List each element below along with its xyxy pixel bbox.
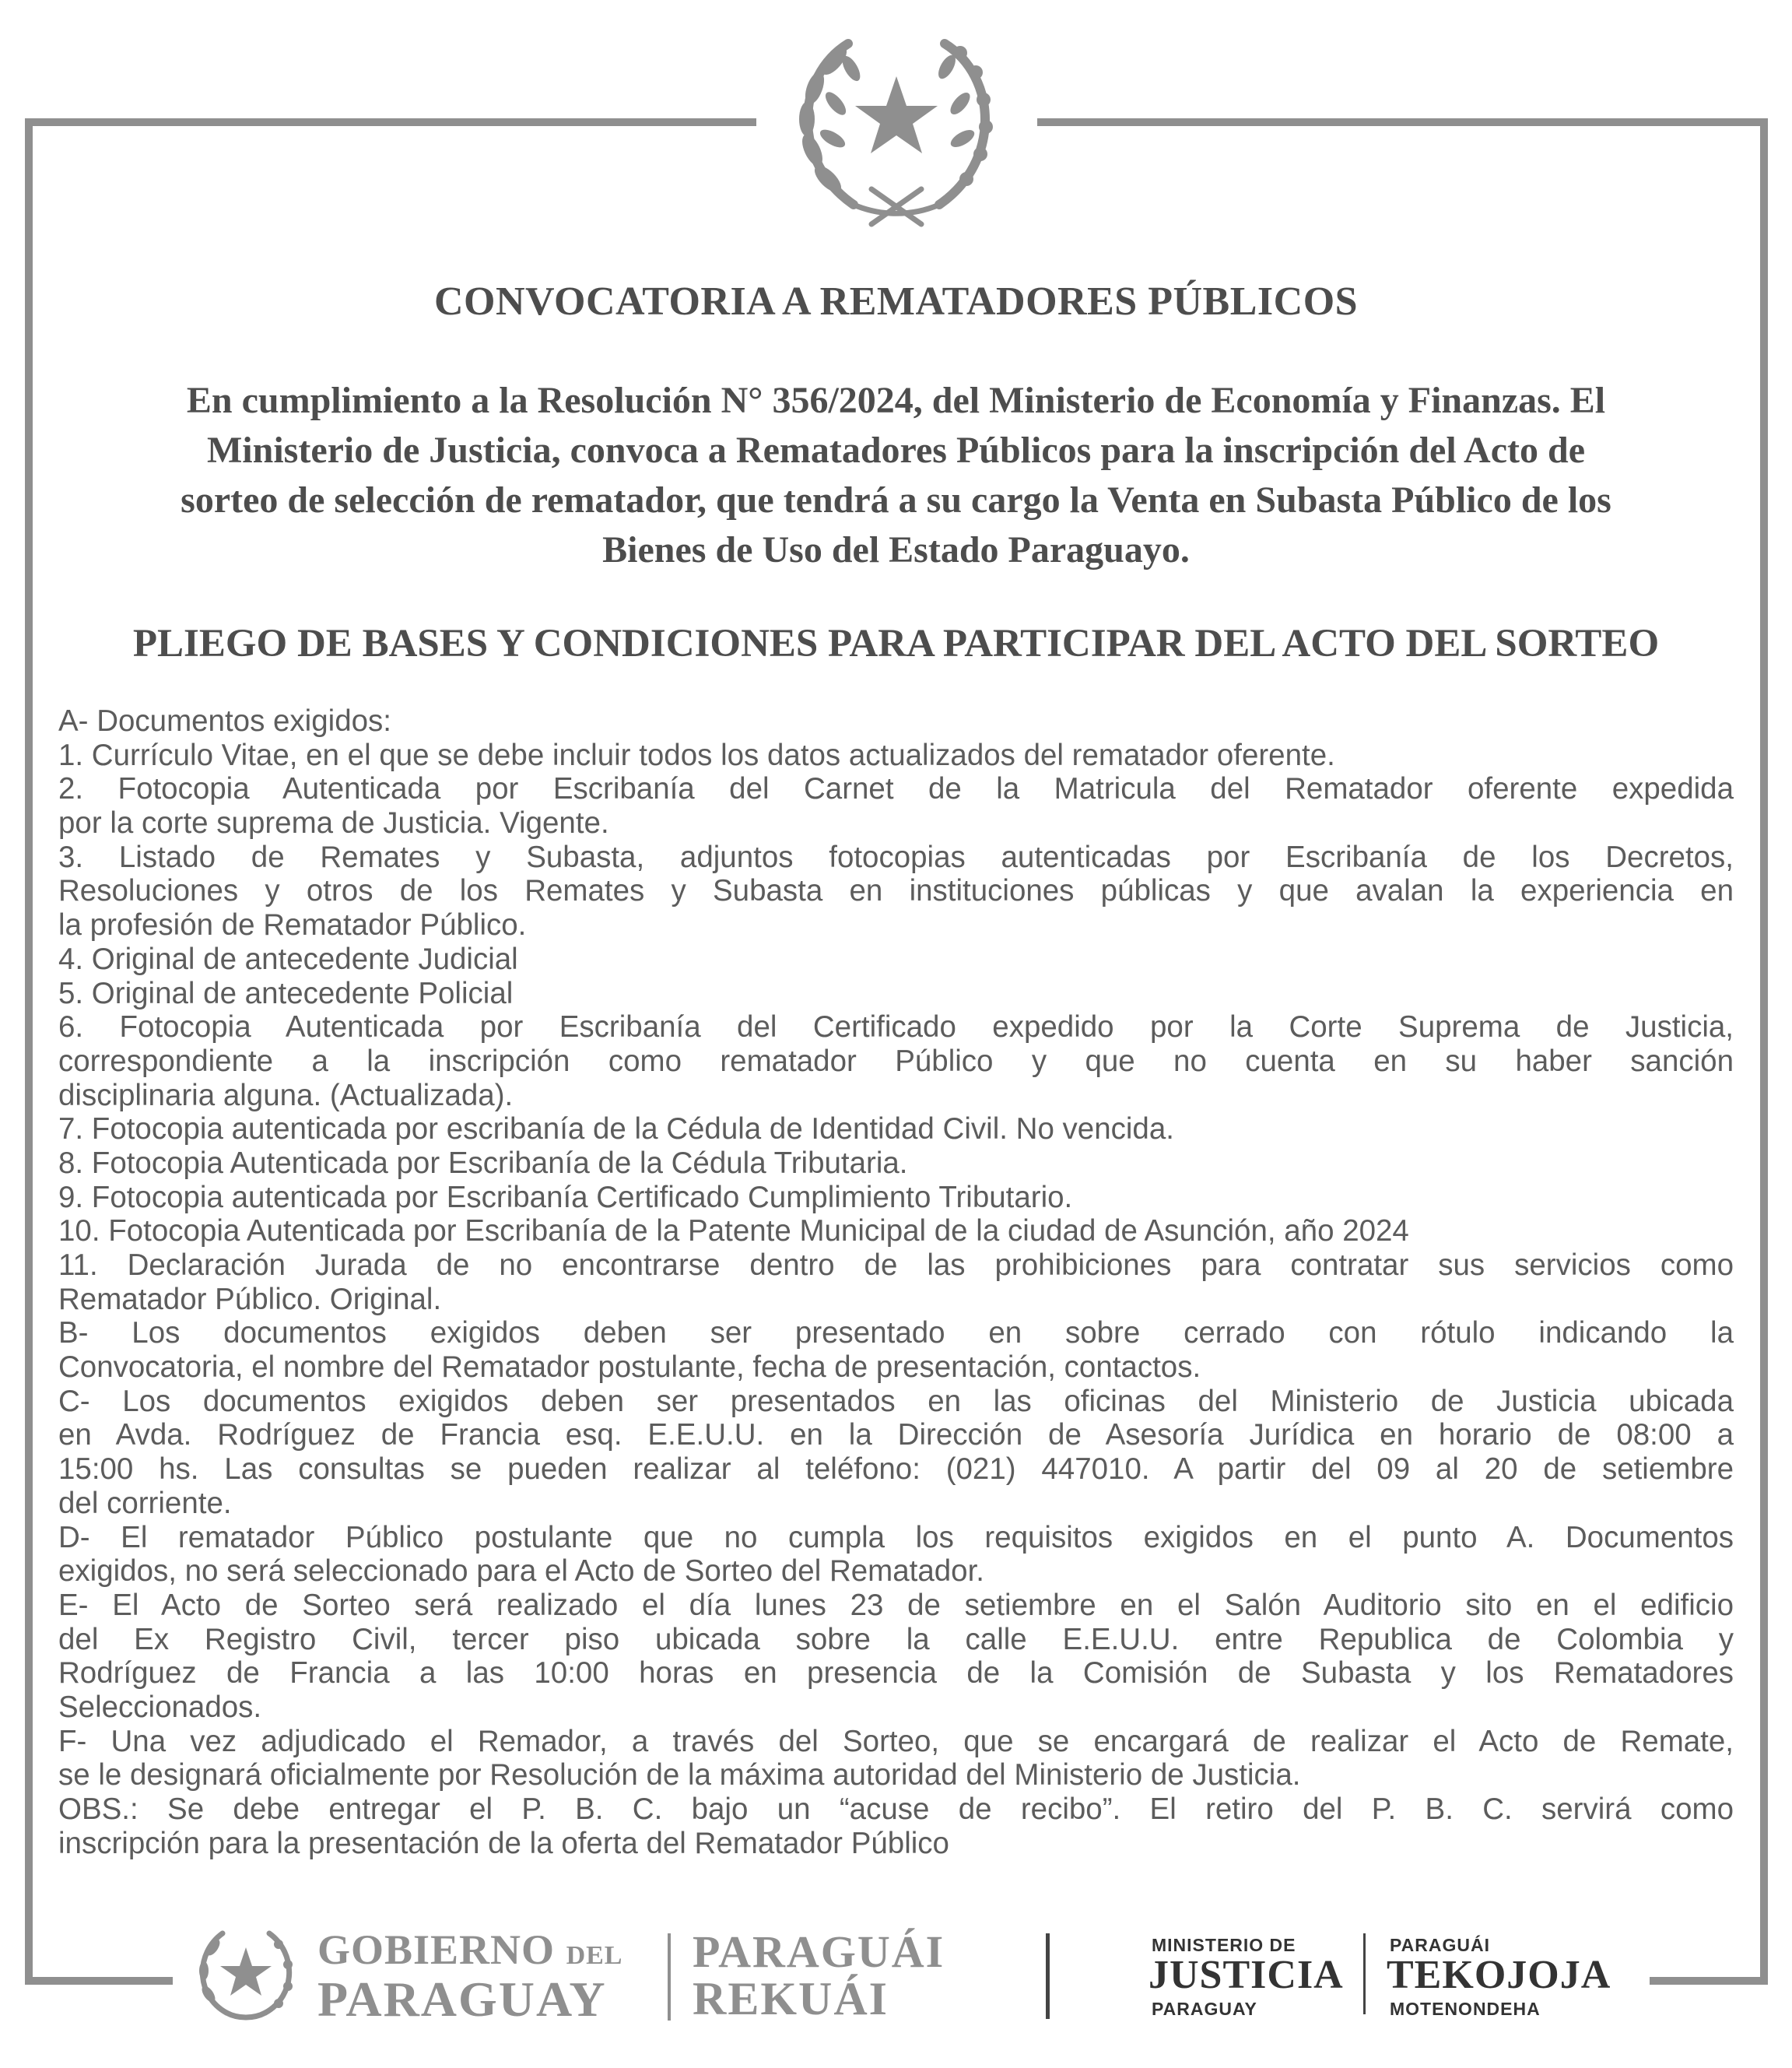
tekojoja-logo-bottom: MOTENONDEHA: [1390, 1999, 1541, 2019]
body-line: 8. Fotocopia Autenticada por Escribanía de la Cédula Tributaria.: [58, 1146, 908, 1180]
footer-divider: [1363, 1933, 1366, 2014]
body-line: 6. Fotocopia Autenticada por Escribanía del Certificado expedido por la Corte Suprema de Justicia,: [58, 1010, 1734, 1045]
frame-left: [25, 118, 33, 1985]
frame-bottom-left: [25, 1977, 173, 1985]
body-line: B- Los documentos exigidos deben ser presentado en sobre cerrado con rótulo indicando la: [58, 1316, 1734, 1350]
gobierno-logo-text: [317, 1926, 622, 1974]
tekojoja-logo-top: PARAGUÁI: [1390, 1935, 1490, 1955]
body-line: A- Documentos exigidos:: [58, 704, 391, 738]
tekojoja-logo-text: TEKOJOJA: [1387, 1953, 1611, 1997]
body-line: exigidos, no será seleccionado para el Acto de Sorteo del Rematador.: [58, 1554, 984, 1589]
body-line: por la corte suprema de Justicia. Vigente.: [58, 806, 609, 841]
section-title: PLIEGO DE BASES Y CONDICIONES PARA PARTICIPAR DEL ACTO DEL SORTEO: [132, 622, 1660, 665]
star-laurel-emblem-icon: [780, 30, 1013, 233]
gobierno-word: GOBIERNO: [317, 1926, 556, 1973]
del-word: DEL: [566, 1941, 623, 1970]
body-line: 10. Fotocopia Autenticada por Escribanía de la Patente Municipal de la ciudad de Asunción, año 2024: [58, 1214, 1409, 1248]
body-line: Resoluciones y otros de los Remates y Subasta en instituciones públicas y que avalan la experiencia en: [58, 874, 1734, 908]
star-laurel-emblem-icon: [191, 1926, 300, 2025]
body-line: la profesión de Rematador Público.: [58, 908, 527, 943]
rekuai-logo-text: REKUÁI: [693, 1973, 889, 2024]
footer-divider: [668, 1933, 671, 2021]
body-line: 1. Currículo Vitae, en el que se debe incluir todos los datos actualizados del rematador oferente.: [58, 738, 1335, 772]
body-line: OBS.: Se debe entregar el P. B. C. bajo un “acuse de recibo”. El retiro del P. B. C. servirá como: [58, 1792, 1734, 1826]
body-line: D- El rematador Público postulante que no cumpla los requisitos exigidos en el punto A. Documentos: [58, 1520, 1734, 1554]
frame-bottom-right: [1650, 1977, 1768, 1985]
frame-top-left: [25, 118, 756, 126]
body-line: Seleccionados.: [58, 1690, 262, 1724]
body-line: F- Una vez adjudicado el Remador, a través del Sorteo, que se encargará de realizar el Acto de Remate,: [58, 1724, 1734, 1758]
paraguay-logo-text: PARAGUAY: [317, 1971, 607, 2027]
body-line: se le designará oficialmente por Resolución de la máxima autoridad del Ministerio de Justicia.: [58, 1758, 1301, 1792]
body-line: E- El Acto de Sorteo será realizado el día lunes 23 de setiembre en el Salón Auditorio sito en el edificio: [58, 1588, 1734, 1622]
body-line: 7. Fotocopia autenticada por escribanía de la Cédula de Identidad Civil. No vencida.: [58, 1112, 1174, 1146]
body-line: 9. Fotocopia autenticada por Escribanía Certificado Cumplimiento Tributario.: [58, 1180, 1073, 1214]
frame-right: [1760, 118, 1768, 1985]
frame-top-right: [1037, 118, 1768, 126]
body-line: 2. Fotocopia Autenticada por Escribanía del Carnet de la Matricula del Rematador oferente expedida: [58, 772, 1734, 806]
ministerio-logo-top: MINISTERIO DE: [1152, 1935, 1296, 1955]
body-line: 5. Original de antecedente Policial: [58, 976, 514, 1010]
intro-paragraph: En cumplimiento a la Resolución N° 356/2024, del Ministerio de Economía y Finanzas. El Ministerio de Justicia, convoca a Rematadores Públicos para la inscripción del Acto de sorteo de selección de rematador, que tendrá a su cargo la Venta en Subasta Público de los Bienes de Uso del Estado Paraguayo.: [181, 380, 1611, 571]
body-line: del Ex Registro Civil, tercer piso ubicada sobre la calle E.E.U.U. entre Republica de Colombia y: [58, 1622, 1734, 1656]
body-line: disciplinaria alguna. (Actualizada).: [58, 1078, 514, 1112]
ministerio-logo-bottom: PARAGUAY: [1152, 1999, 1257, 2019]
body-line: correspondiente a la inscripción como rematador Público y que no cuenta en su haber sanción: [58, 1044, 1734, 1078]
page-title: CONVOCATORIA A REMATADORES PÚBLICOS: [433, 279, 1359, 324]
body-line: en Avda. Rodríguez de Francia esq. E.E.U.U. en la Dirección de Asesoría Jurídica en horario de 08:00 a: [58, 1418, 1734, 1452]
body-line: inscripción para la presentación de la oferta del Rematador Público: [58, 1826, 949, 1860]
body-line: Rematador Público. Original.: [58, 1282, 442, 1316]
body-line: del corriente.: [58, 1486, 232, 1520]
justicia-logo-text: JUSTICIA: [1148, 1953, 1344, 1997]
body-line: Convocatoria, el nombre del Rematador postulante, fecha de presentación, contactos.: [58, 1350, 1201, 1385]
body-line: 15:00 hs. Las consultas se pueden realizar al teléfono: (021) 447010. A partir del 09 al 20 de setiembre: [58, 1452, 1734, 1487]
body-line: C- Los documentos exigidos deben ser presentados en las oficinas del Ministerio de Justicia ubicada: [58, 1384, 1734, 1418]
body-line: Rodríguez de Francia a las 10:00 horas en presencia de la Comisión de Subasta y los Rematadores: [58, 1656, 1734, 1691]
requirements-list: [58, 704, 1734, 1860]
body-line: 3. Listado de Remates y Subasta, adjuntos fotocopias autenticadas por Escribanía de los Decretos,: [58, 840, 1734, 874]
footer-divider: [1046, 1933, 1050, 2019]
body-line: 11. Declaración Jurada de no encontrarse dentro de las prohibiciones para contratar sus servicios como: [58, 1248, 1734, 1282]
body-line: 4. Original de antecedente Judicial: [58, 942, 518, 976]
paraguai-logo-text: PARAGUÁI: [693, 1926, 945, 1977]
